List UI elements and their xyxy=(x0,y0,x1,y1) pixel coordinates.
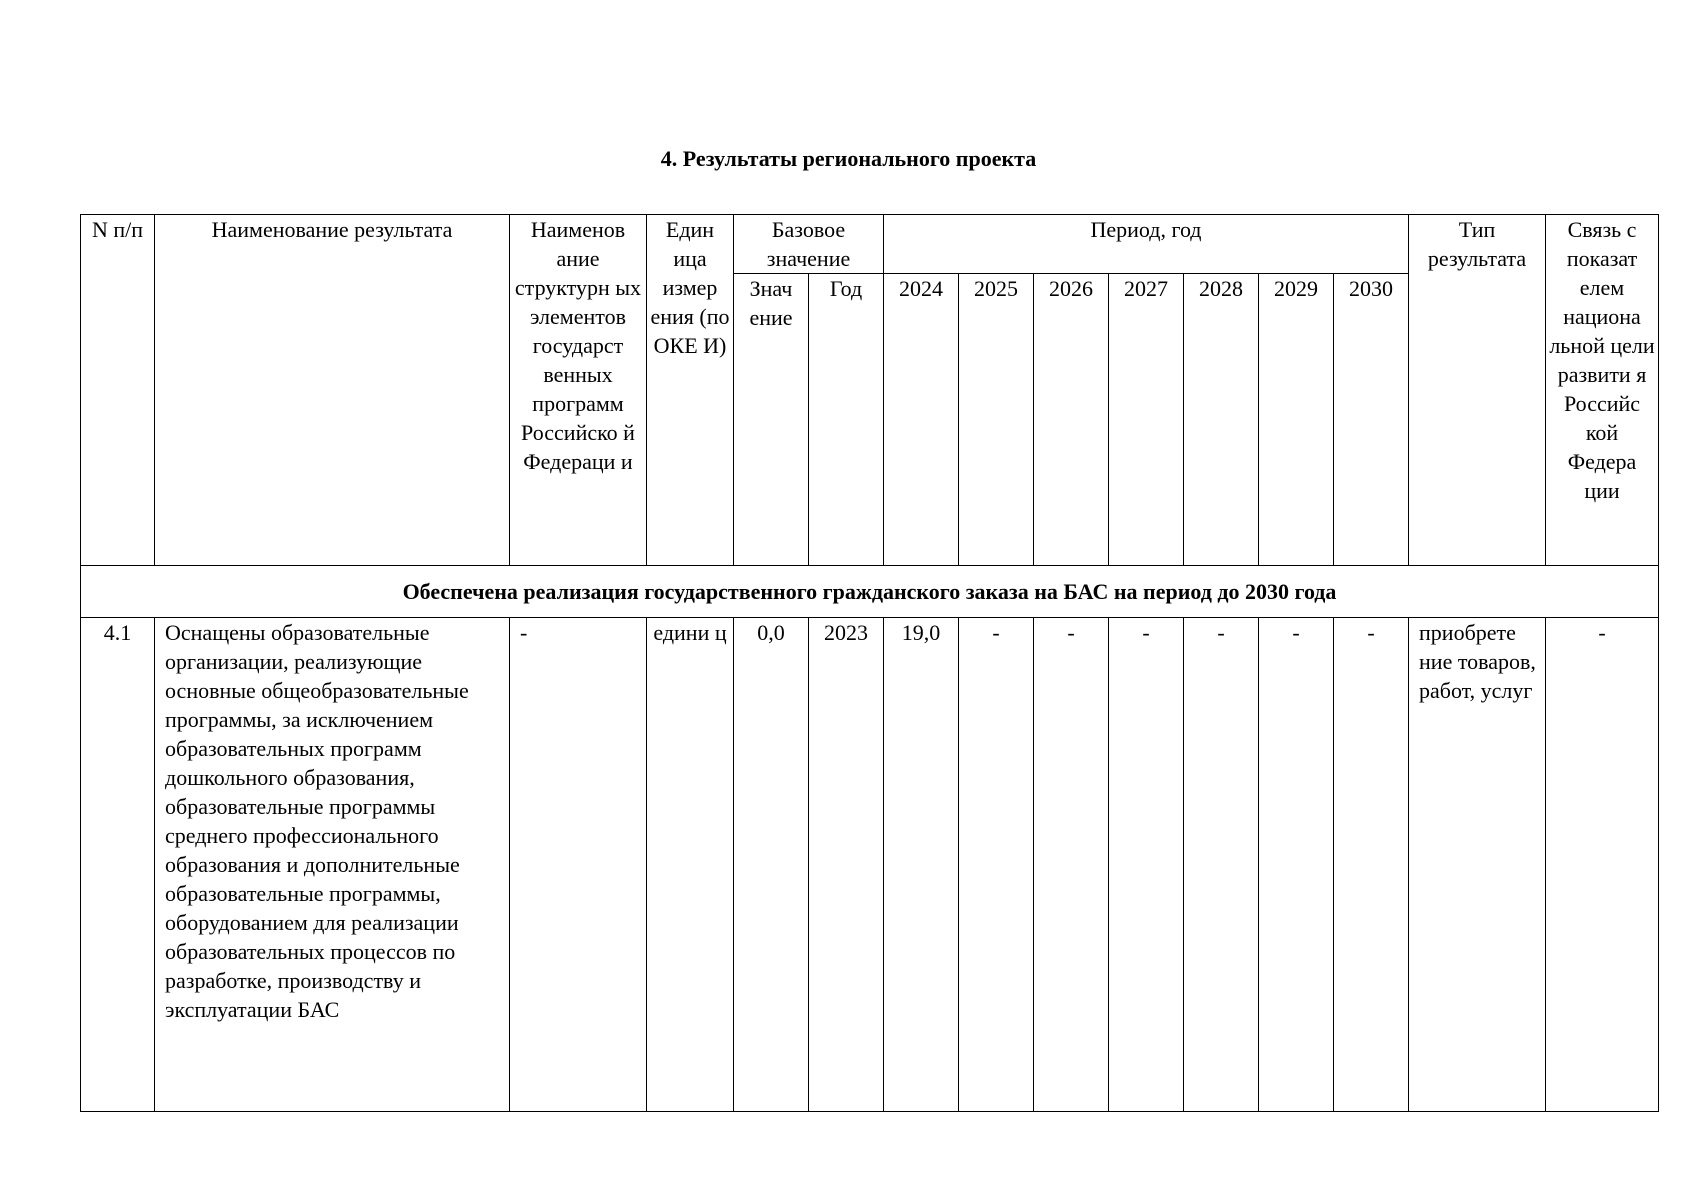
header-year: 2028 xyxy=(1184,274,1259,566)
row-structure: - xyxy=(510,618,647,1112)
table-row xyxy=(81,618,1659,1112)
header-unit: Един ица измер ения (по ОКЕ И) xyxy=(647,215,734,566)
row-value: - xyxy=(959,618,1034,1112)
header-row-1 xyxy=(81,215,1659,274)
row-name: Оснащены образовательные организации, реализующие основные общеобразовательные программы, за исключением образовательных программ дошкольного образования, образовательные программы среднего профессионального образования и дополнительные образовательные программы, оборудованием для реализации образовательных процессов по разработке, производству и эксплуатации БАС xyxy=(155,618,510,1112)
row-value: - xyxy=(1034,618,1109,1112)
results-table xyxy=(80,214,1659,1112)
row-value: - xyxy=(1334,618,1409,1112)
header-base: Базовое значение xyxy=(734,215,884,274)
header-year: 2027 xyxy=(1109,274,1184,566)
header-year: 2029 xyxy=(1259,274,1334,566)
row-value: - xyxy=(1259,618,1334,1112)
header-base-value: Знач ение xyxy=(734,274,809,566)
header-type: Тип результата xyxy=(1409,215,1546,566)
row-base-year: 2023 xyxy=(809,618,884,1112)
row-unit: едини ц xyxy=(647,618,734,1112)
header-num: N п/п xyxy=(81,215,155,566)
section-title: Обеспечена реализация государственного гражданского заказа на БАС на период до 2030 года xyxy=(81,566,1659,618)
row-value: - xyxy=(1184,618,1259,1112)
page-title: 4. Результаты регионального проекта xyxy=(660,146,1037,171)
header-year: 2026 xyxy=(1034,274,1109,566)
header-year: 2024 xyxy=(884,274,959,566)
row-value: 19,0 xyxy=(884,618,959,1112)
row-link: - xyxy=(1546,618,1659,1112)
section-row xyxy=(81,566,1659,618)
header-base-year: Год xyxy=(809,274,884,566)
header-year: 2030 xyxy=(1334,274,1409,566)
row-type: приобрете ние товаров, работ, услуг xyxy=(1409,618,1546,1112)
header-year: 2025 xyxy=(959,274,1034,566)
row-base-value: 0,0 xyxy=(734,618,809,1112)
header-link: Связь с показат елем национа льной цели развити я Российс кой Федера ции xyxy=(1546,215,1659,566)
row-value: - xyxy=(1109,618,1184,1112)
row-num: 4.1 xyxy=(81,618,155,1112)
header-structure: Наименов ание структурн ых элементов государст венных программ Российско й Федераци и xyxy=(510,215,647,566)
header-name: Наименование результата xyxy=(155,215,510,566)
header-period: Период, год xyxy=(884,215,1409,274)
